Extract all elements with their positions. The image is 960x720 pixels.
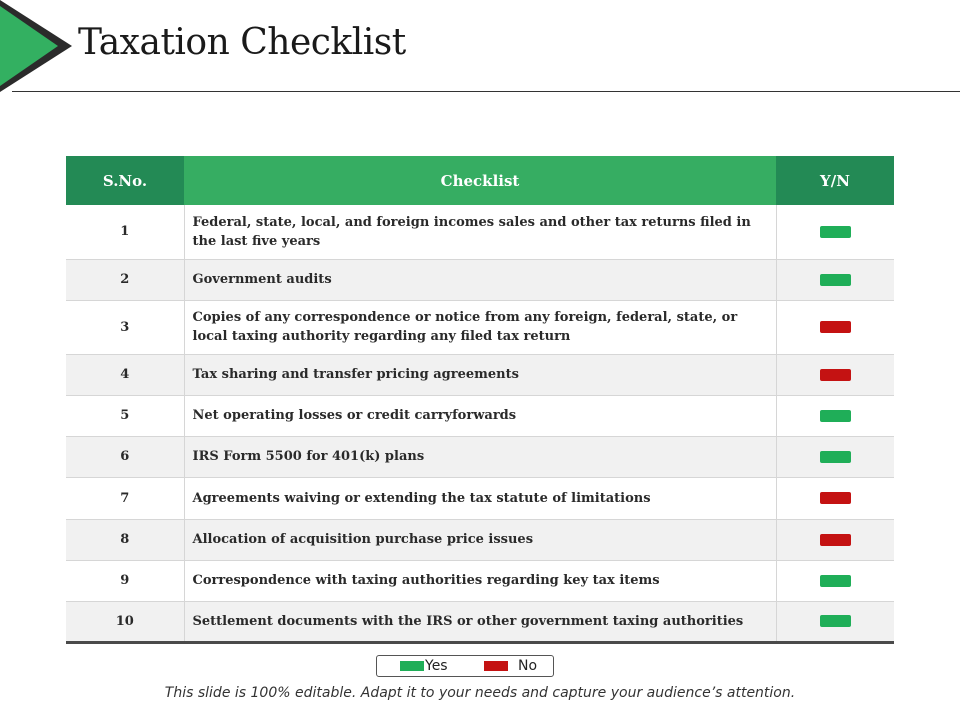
no-indicator xyxy=(820,321,851,333)
row-number: 1 xyxy=(66,205,184,259)
row-number: 9 xyxy=(66,560,184,601)
legend-no-swatch xyxy=(484,661,508,671)
row-number: 5 xyxy=(66,395,184,436)
yn-cell xyxy=(776,601,894,642)
checklist-item: Net operating losses or credit carryforwards xyxy=(184,395,776,436)
title-arrow-green-shape xyxy=(0,6,58,86)
yes-indicator xyxy=(820,451,851,463)
yes-indicator xyxy=(820,226,851,238)
legend-yes-label: Yes xyxy=(425,658,448,674)
table-header-row xyxy=(66,156,894,205)
table-row xyxy=(66,436,894,477)
checklist-item: Settlement documents with the IRS or other government taxing authorities xyxy=(184,601,776,642)
legend-no-label: No xyxy=(518,658,538,674)
row-number: 10 xyxy=(66,601,184,642)
checklist-item: IRS Form 5500 for 401(k) plans xyxy=(184,436,776,477)
checklist-table xyxy=(66,156,894,644)
table-row xyxy=(66,259,894,300)
yn-cell xyxy=(776,519,894,560)
page-title: Taxation Checklist xyxy=(78,22,406,63)
yes-indicator xyxy=(820,575,851,587)
yes-indicator xyxy=(820,410,851,422)
yn-cell xyxy=(776,259,894,300)
yes-indicator xyxy=(820,274,851,286)
yn-cell xyxy=(776,436,894,477)
yn-cell xyxy=(776,205,894,259)
table-row xyxy=(66,300,894,354)
checklist-item: Correspondence with taxing authorities regarding key tax items xyxy=(184,560,776,601)
no-indicator xyxy=(820,492,851,504)
row-number: 8 xyxy=(66,519,184,560)
table-row xyxy=(66,395,894,436)
row-number: 2 xyxy=(66,259,184,300)
title-divider xyxy=(12,91,960,92)
checklist-item: Government audits xyxy=(184,259,776,300)
header-sno: S.No. xyxy=(66,156,184,205)
checklist-item: Federal, state, local, and foreign incomes sales and other tax returns filed in the last five years xyxy=(184,205,776,259)
row-number: 4 xyxy=(66,354,184,395)
header-yn: Y/N xyxy=(776,156,894,205)
row-number: 3 xyxy=(66,300,184,354)
row-number: 6 xyxy=(66,436,184,477)
yn-cell xyxy=(776,300,894,354)
no-indicator xyxy=(820,534,851,546)
footer-note: This slide is 100% editable. Adapt it to your needs and capture your audience’s attention. xyxy=(164,685,796,701)
table-row xyxy=(66,519,894,560)
yn-cell xyxy=(776,477,894,519)
table-row xyxy=(66,354,894,395)
yn-cell xyxy=(776,395,894,436)
checklist-item: Agreements waiving or extending the tax statute of limitations xyxy=(184,477,776,519)
row-number: 7 xyxy=(66,477,184,519)
no-indicator xyxy=(820,369,851,381)
table-row xyxy=(66,205,894,259)
checklist-item: Tax sharing and transfer pricing agreements xyxy=(184,354,776,395)
yn-cell xyxy=(776,354,894,395)
table-row xyxy=(66,601,894,642)
header-checklist: Checklist xyxy=(184,156,776,205)
legend xyxy=(376,655,554,677)
yn-cell xyxy=(776,560,894,601)
checklist-item: Copies of any correspondence or notice from any foreign, federal, state, or local taxing authority regarding any filed tax return xyxy=(184,300,776,354)
table-row xyxy=(66,477,894,519)
table-row xyxy=(66,560,894,601)
yes-indicator xyxy=(820,615,851,627)
legend-yes-swatch xyxy=(400,661,424,671)
checklist-item: Allocation of acquisition purchase price issues xyxy=(184,519,776,560)
